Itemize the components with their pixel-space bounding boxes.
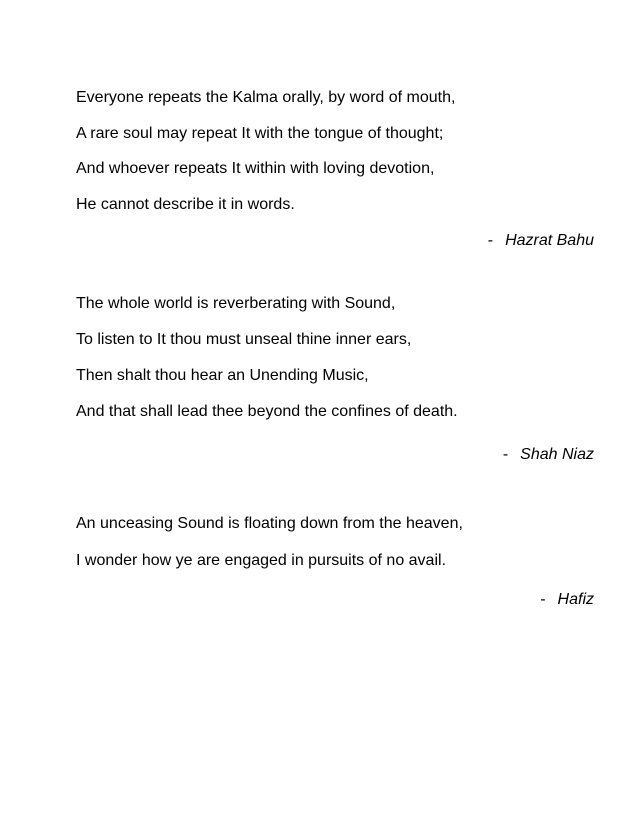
quote-1-author: Hazrat Bahu: [505, 232, 594, 249]
quote-1-dash: -: [487, 232, 494, 249]
quote-1-line-2: A rare soul may repeat It with the tongue of thought;: [76, 125, 444, 142]
quote-1-line-1: Everyone repeats the Kalma orally, by word of mouth,: [76, 89, 456, 106]
quote-3-line-1: An unceasing Sound is floating down from the heaven,: [76, 515, 463, 532]
quote-3-author: Hafiz: [557, 591, 594, 608]
quote-3-dash: -: [540, 591, 546, 608]
quote-2-attribution: [503, 445, 594, 465]
quote-2-line-3: Then shalt thou hear an Unending Music,: [76, 367, 369, 384]
quote-2-dash: -: [502, 446, 509, 463]
quote-1-line-4: He cannot describe it in words.: [76, 196, 295, 213]
quote-2-line-1: The whole world is reverberating with Sound,: [76, 295, 396, 312]
quote-2-author: Shah Niaz: [520, 446, 594, 463]
quote-2-line-4: And that shall lead thee beyond the confines of death.: [76, 403, 458, 420]
quote-3-line-2: I wonder how ye are engaged in pursuits of no avail.: [76, 552, 447, 569]
quote-1-attribution: [488, 231, 594, 251]
quote-2-line-2: To listen to It thou must unseal thine inner ears,: [76, 331, 412, 348]
quote-3-attribution: [540, 590, 594, 610]
quote-1-line-3: And whoever repeats It within with loving devotion,: [76, 160, 435, 177]
